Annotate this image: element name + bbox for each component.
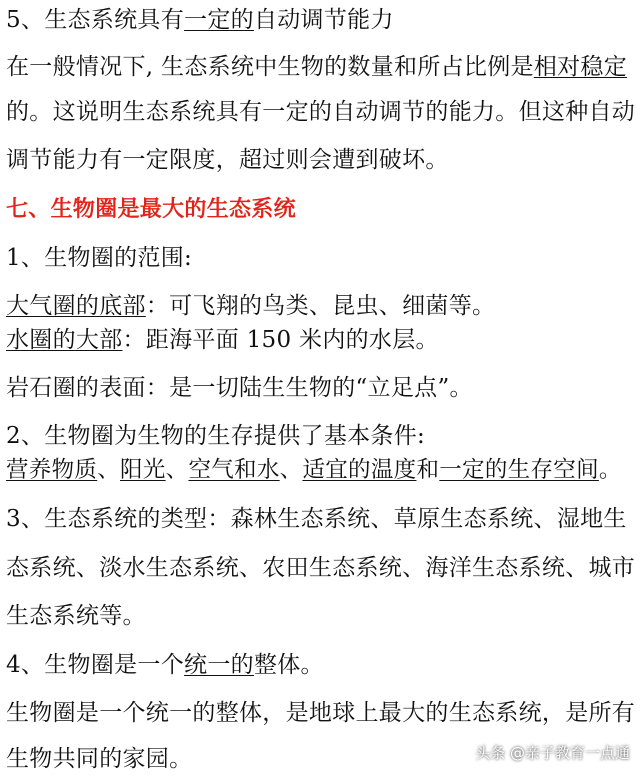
- types-line1: 3、生态系统的类型：森林生态系统、草原生态系统、湿地生: [6, 506, 627, 532]
- underlined-term: 一定的: [184, 7, 254, 33]
- underlined-term: 大气圈的底部: [6, 293, 146, 319]
- watermark-logo: 头条 @亲子教育一点通: [475, 744, 630, 762]
- underlined-term: 阳光: [120, 457, 166, 483]
- conditions-heading: 2、生物圈为生物的生存提供了基本条件:: [6, 423, 426, 449]
- unity-line2: 生物共同的家园。: [6, 746, 193, 772]
- underlined-term: 空气和水: [188, 457, 280, 483]
- underlined-term: 统一的: [184, 652, 254, 678]
- scope-hydrosphere: 水圈的大部：距海平面 150 米内的水层。: [6, 327, 439, 353]
- section7-title: 七、生物圈是最大的生态系统: [6, 197, 296, 222]
- scope-lithosphere: 岩石圈的表面：是一切陆生生物的“立足点”。: [6, 375, 473, 401]
- unity-line1: 生物圈是一个统一的整体，是地球上最大的生态系统，是所有: [6, 700, 636, 726]
- underlined-term: 相对稳定: [533, 54, 628, 80]
- unity-heading: 4、生物圈是一个统一的整体。: [6, 652, 324, 678]
- types-line3: 生态系统等。: [6, 603, 146, 629]
- conditions-list: 营养物质、阳光、空气和水、适宜的温度和一定的生存空间。: [6, 457, 622, 483]
- underlined-term: 适宜的温度: [302, 457, 417, 483]
- section5-paragraph-line2: 的。这说明生态系统具有一定的自动调节的能力。但这种自动: [6, 99, 636, 125]
- section5-paragraph-line3: 调节能力有一定限度，超过则会遭到破坏。: [6, 147, 449, 173]
- underlined-term: 营养物质: [6, 457, 98, 483]
- section5-paragraph-line1: 在一般情况下, 生态系统中生物的数量和所占比例是相对稳定: [6, 54, 628, 80]
- underlined-term: 水圈的大部: [6, 327, 123, 353]
- scope-heading: 1、生物圈的范围:: [6, 245, 193, 271]
- underlined-term: 一定的生存空间: [439, 457, 599, 483]
- scope-atmosphere: 大气圈的底部：可飞翔的鸟类、昆虫、细菌等。: [6, 293, 496, 319]
- types-line2: 态系统、淡水生态系统、农田生态系统、海洋生态系统、城市: [6, 555, 636, 581]
- section5-heading: 5、生态系统具有一定的自动调节能力: [6, 7, 394, 33]
